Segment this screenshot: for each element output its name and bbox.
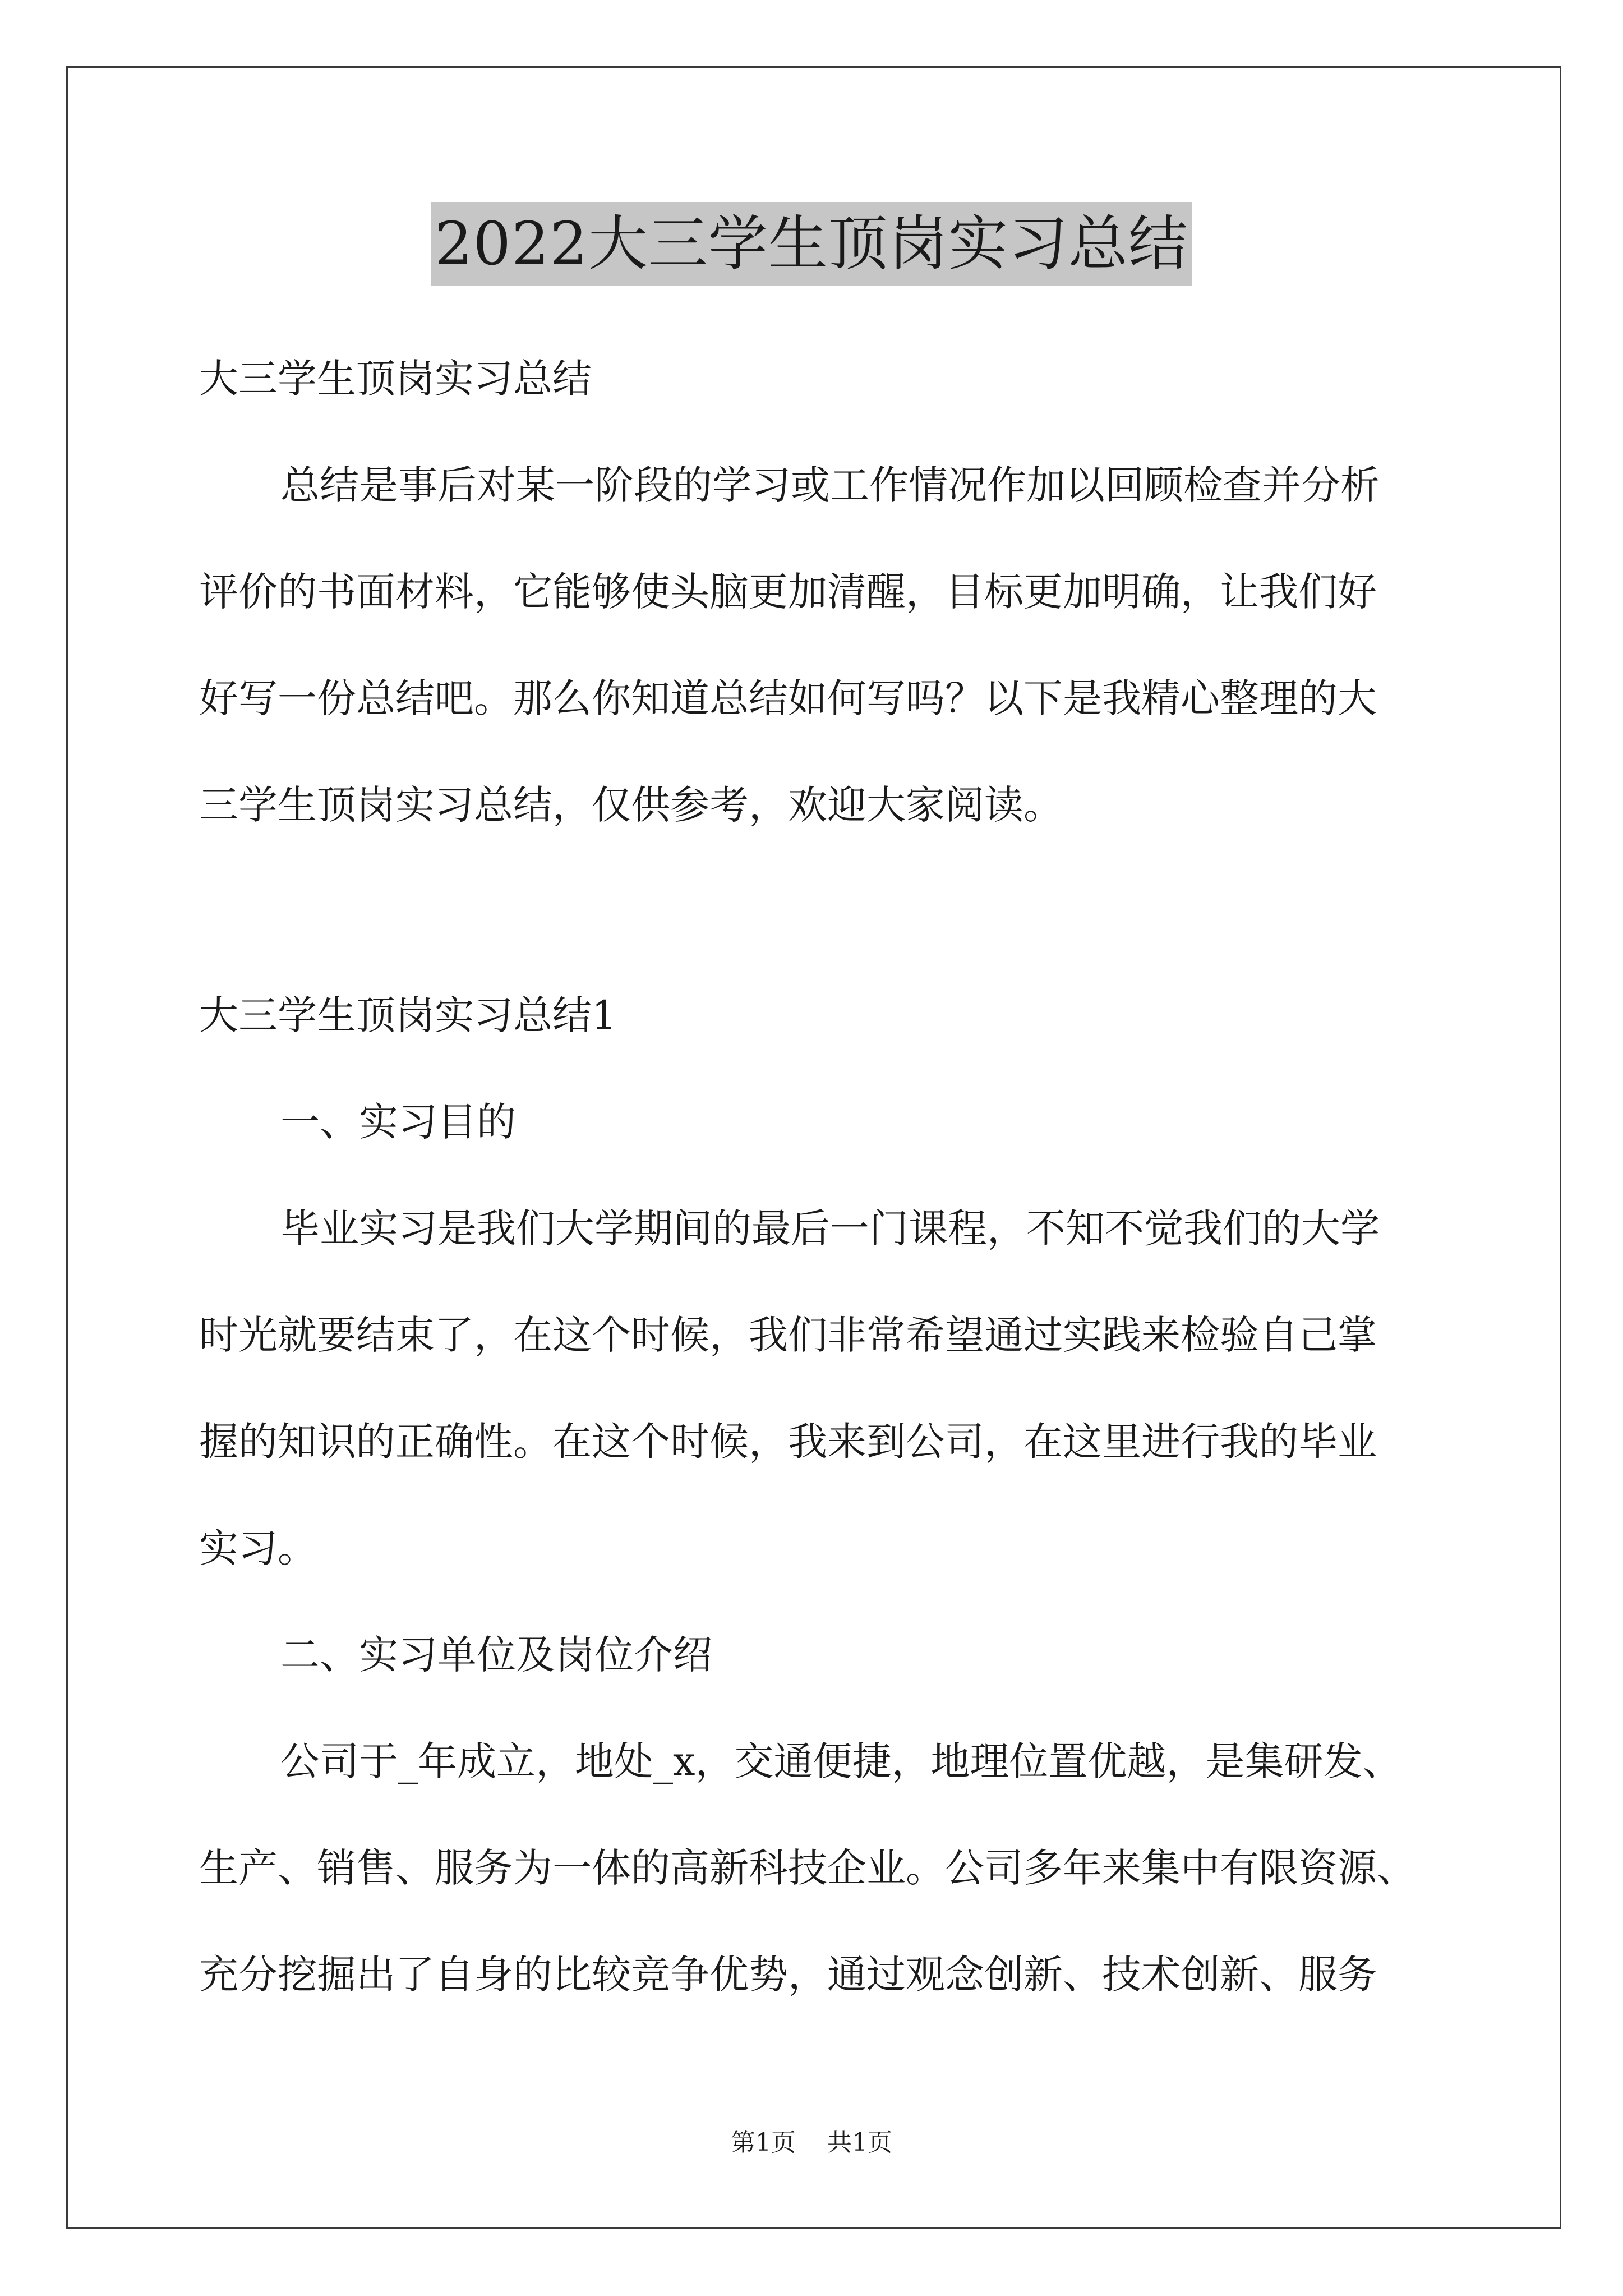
paragraph-line: 好写一份总结吧。那么你知道总结如何写吗？以下是我精心整理的大 bbox=[199, 675, 1377, 721]
paragraph-line: 实习。 bbox=[199, 1525, 317, 1571]
section-subheading: 一、实习目的 bbox=[280, 1099, 516, 1145]
paragraph-line: 生产、销售、服务为一体的高新科技企业。公司多年来集中有限资源、 bbox=[199, 1845, 1416, 1891]
paragraph-line: 毕业实习是我们大学期间的最后一门课程，不知不觉我们的大学 bbox=[280, 1205, 1380, 1251]
page-number: 第1页 bbox=[731, 2128, 796, 2157]
paragraph-line: 时光就要结束了，在这个时候，我们非常希望通过实践来检验自己掌 bbox=[199, 1312, 1377, 1358]
page-footer bbox=[0, 2126, 1623, 2160]
paragraph-line: 公司于_年成立，地处_x，交通便捷，地理位置优越，是集研发、 bbox=[280, 1738, 1402, 1784]
document-title: 2022大三学生顶岗实习总结 bbox=[431, 202, 1192, 286]
section-heading: 大三学生顶岗实习总结1 bbox=[199, 992, 617, 1038]
paragraph-line: 握的知识的正确性。在这个时候，我来到公司，在这里进行我的毕业 bbox=[199, 1419, 1377, 1465]
subtitle-line: 大三学生顶岗实习总结 bbox=[199, 356, 592, 402]
section-subheading: 二、实习单位及岗位介绍 bbox=[280, 1632, 712, 1678]
paragraph-line: 评价的书面材料，它能够使头脑更加清醒，目标更加明确，让我们好 bbox=[199, 569, 1377, 615]
paragraph-line: 充分挖掘出了自身的比较竞争优势，通过观念创新、技术创新、服务 bbox=[199, 1952, 1377, 1998]
page-total: 共1页 bbox=[827, 2128, 892, 2157]
paragraph-line: 三学生顶岗实习总结，仅供参考，欢迎大家阅读。 bbox=[199, 782, 1063, 828]
paragraph-line: 总结是事后对某一阶段的学习或工作情况作加以回顾检查并分析 bbox=[280, 462, 1380, 508]
title-block bbox=[0, 202, 1623, 286]
